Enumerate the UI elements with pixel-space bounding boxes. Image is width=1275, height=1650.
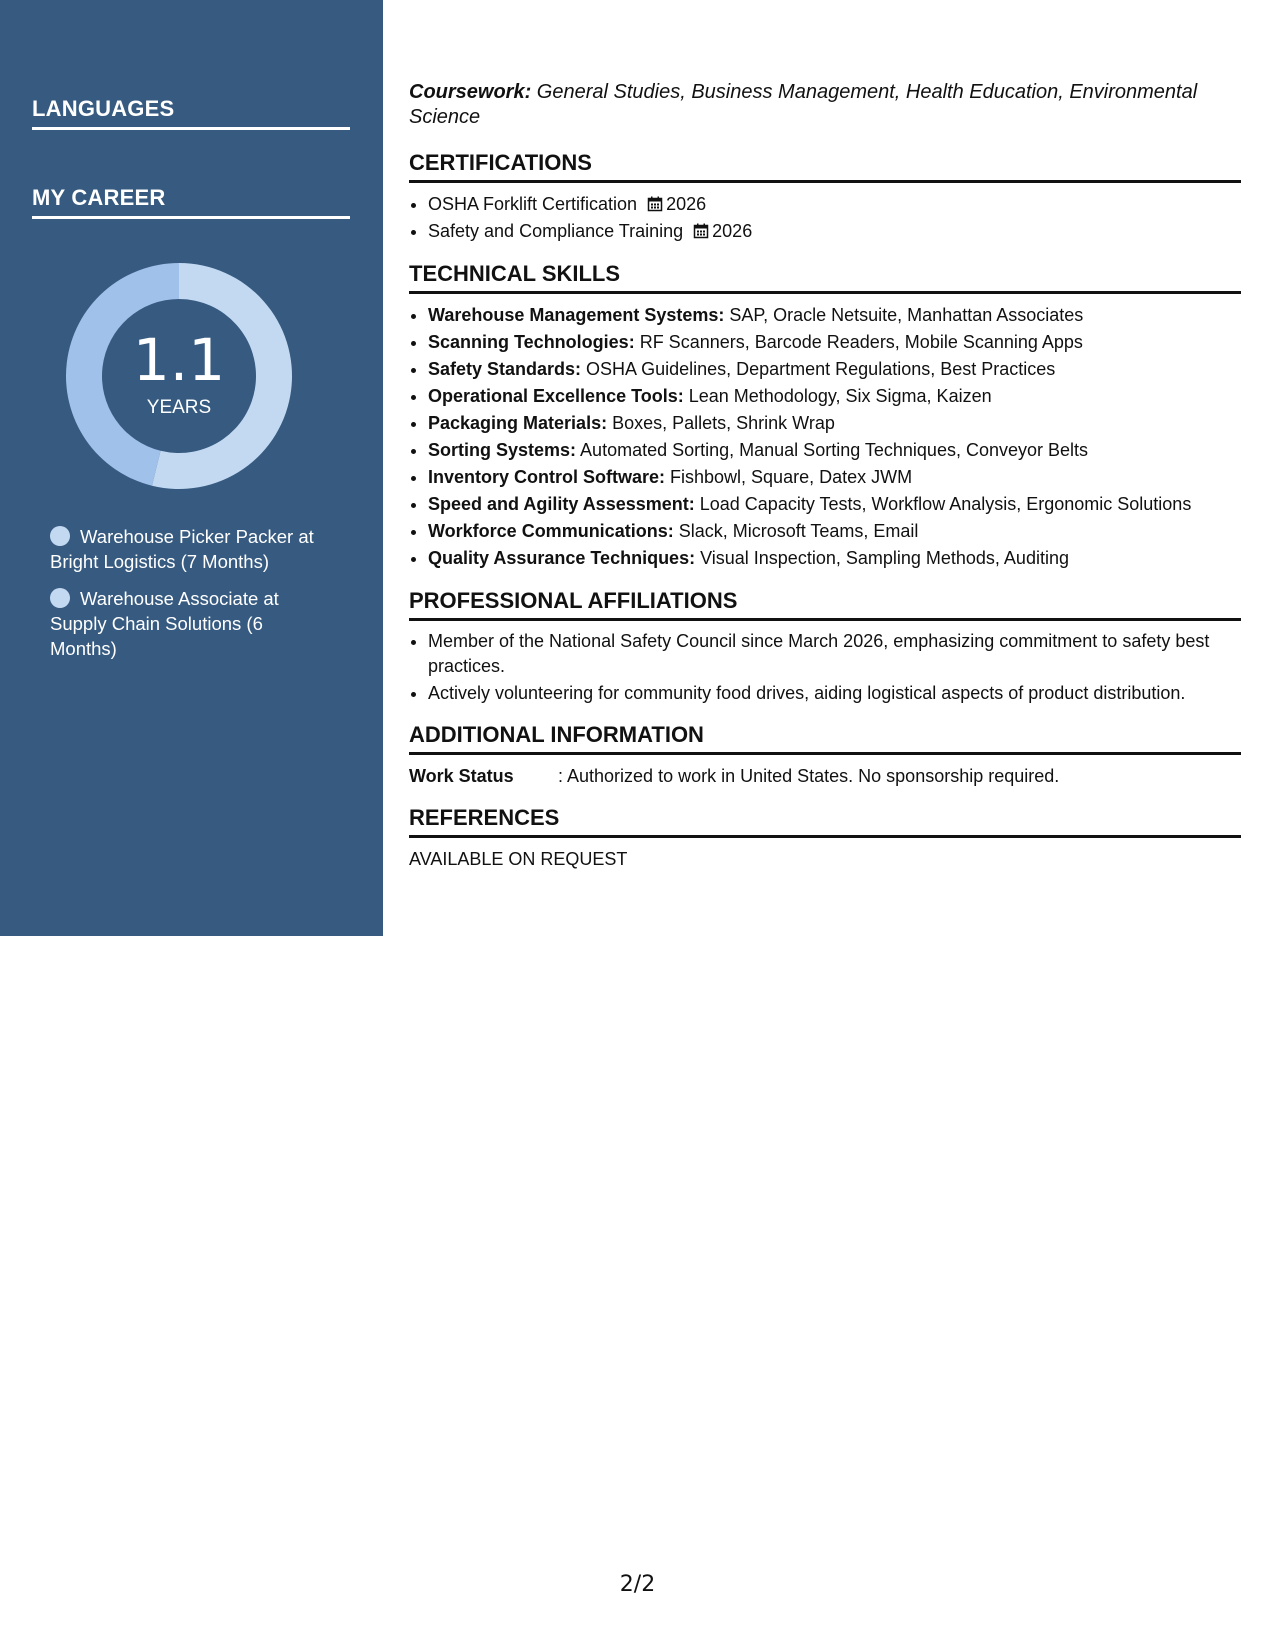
- work-status-label: Work Status: [409, 766, 514, 786]
- skill-value: OSHA Guidelines, Department Regulations, Best Practices: [581, 359, 1056, 379]
- skill-item: [428, 437, 1241, 464]
- certification-item: [428, 218, 1241, 245]
- languages-heading: LANGUAGES: [32, 96, 350, 130]
- skill-item: [428, 545, 1241, 572]
- career-years-value: 1.1: [132, 326, 226, 394]
- certification-year: 2026: [712, 221, 753, 241]
- certifications-list: [409, 191, 1241, 245]
- references-text: AVAILABLE ON REQUEST: [409, 849, 628, 869]
- skill-value: Boxes, Pallets, Shrink Wrap: [607, 413, 835, 433]
- skill-value: Fishbowl, Square, Datex JWM: [665, 467, 913, 487]
- skill-label: Workforce Communications:: [428, 521, 674, 541]
- skill-label: Warehouse Management Systems:: [428, 305, 725, 325]
- page-number: 2/2: [619, 1572, 656, 1597]
- bullet-dot-icon: [50, 526, 70, 546]
- skill-item: [428, 410, 1241, 437]
- career-heading: MY CAREER: [32, 185, 350, 219]
- career-item: [50, 524, 330, 574]
- career-item-text: Warehouse Associate at Supply Chain Solutions (6 Months): [50, 588, 279, 659]
- work-status-value: : Authorized to work in United States. No sponsorship required.: [558, 766, 1060, 786]
- skill-item: [428, 302, 1241, 329]
- technical-skills-list: [409, 302, 1241, 572]
- certification-name: Safety and Compliance Training: [428, 221, 684, 241]
- career-years-unit: YEARS: [146, 397, 212, 418]
- sidebar: [0, 0, 383, 936]
- skill-label: Safety Standards:: [428, 359, 582, 379]
- skill-item: [428, 491, 1241, 518]
- affiliation-item: • Actively volunteering for community food drives, aiding logistical aspects of product distribution.: [428, 681, 1241, 706]
- coursework: [409, 80, 1241, 130]
- skill-item: [428, 356, 1241, 383]
- skill-label: Inventory Control Software:: [428, 467, 666, 487]
- work-status-row: [409, 763, 1241, 789]
- skill-label: Sorting Systems:: [428, 440, 577, 460]
- calendar-icon: [693, 223, 709, 239]
- affiliation-item: • Member of the National Safety Council since March 2026, emphasizing commitment to safety best practices.: [428, 629, 1241, 679]
- certification-year: 2026: [666, 194, 707, 214]
- technical-skills-section: [409, 261, 1241, 572]
- skill-value: Visual Inspection, Sampling Methods, Auditing: [695, 548, 1069, 568]
- skill-label: Operational Excellence Tools:: [428, 386, 684, 406]
- skill-value: Load Capacity Tests, Workflow Analysis, Ergonomic Solutions: [694, 494, 1192, 514]
- skill-item: [428, 518, 1241, 545]
- affiliations-section: [409, 588, 1241, 706]
- certification-name: OSHA Forklift Certification: [428, 194, 638, 214]
- certification-item: [428, 191, 1241, 218]
- certifications-section: [409, 150, 1241, 245]
- affiliations-title: PROFESSIONAL AFFILIATIONS: [409, 588, 1241, 621]
- references-section: [409, 805, 1241, 872]
- career-item: [50, 586, 330, 661]
- technical-skills-title: TECHNICAL SKILLS: [409, 261, 1241, 294]
- career-list: [50, 524, 330, 673]
- skill-value: Slack, Microsoft Teams, Email: [673, 521, 919, 541]
- skill-label: Quality Assurance Techniques:: [428, 548, 696, 568]
- main-content: [409, 80, 1241, 888]
- affiliations-list: [409, 629, 1241, 706]
- coursework-label: Coursework:: [409, 81, 532, 103]
- calendar-icon: [647, 196, 663, 212]
- skill-label: Speed and Agility Assessment:: [428, 494, 695, 514]
- skill-value: RF Scanners, Barcode Readers, Mobile Scanning Apps: [634, 332, 1083, 352]
- skill-item: [428, 464, 1241, 491]
- skill-value: Automated Sorting, Manual Sorting Techniques, Conveyor Belts: [576, 440, 1089, 460]
- additional-info-section: [409, 722, 1241, 789]
- skill-value: SAP, Oracle Netsuite, Manhattan Associates: [724, 305, 1084, 325]
- bullet-dot-icon: [50, 588, 70, 608]
- certifications-title: CERTIFICATIONS: [409, 150, 1241, 183]
- references-title: REFERENCES: [409, 805, 1241, 838]
- coursework-text: General Studies, Business Management, Health Education, Environmental Science: [409, 81, 1198, 128]
- additional-info-title: ADDITIONAL INFORMATION: [409, 722, 1241, 755]
- skill-value: Lean Methodology, Six Sigma, Kaizen: [683, 386, 992, 406]
- skill-label: Scanning Technologies:: [428, 332, 635, 352]
- skill-item: [428, 383, 1241, 410]
- career-item-text: Warehouse Picker Packer at Bright Logistics (7 Months): [50, 526, 314, 572]
- skill-item: [428, 329, 1241, 356]
- career-donut-chart: [66, 263, 292, 489]
- skill-label: Packaging Materials:: [428, 413, 608, 433]
